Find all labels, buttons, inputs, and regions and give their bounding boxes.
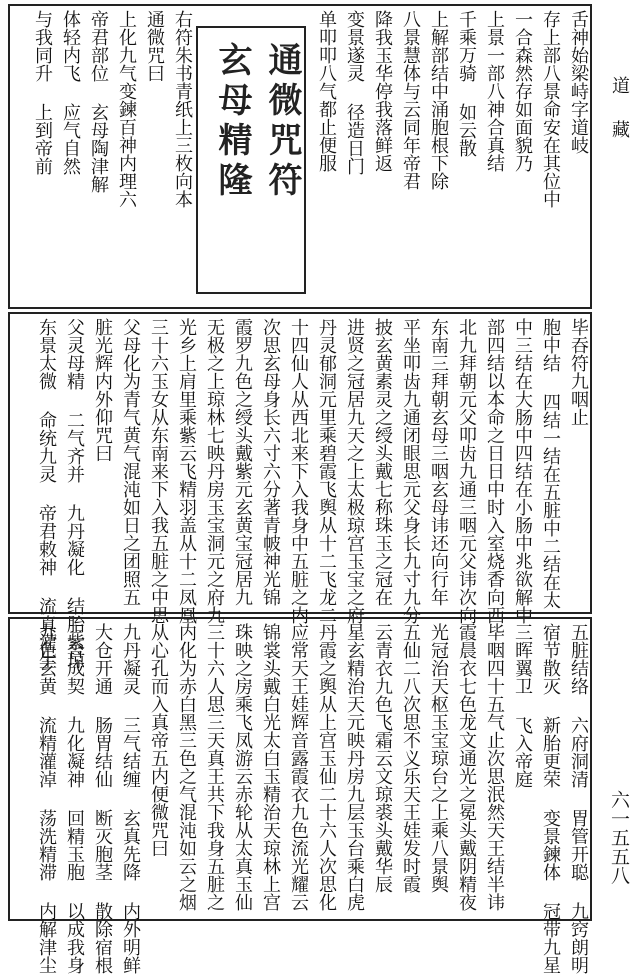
text-column: 披玄黄素灵之绶头戴七称珠玉之冠在 (372, 318, 393, 606)
text-column: 胞中结 四结一结在五脏中二结在太 (540, 318, 561, 609)
text-column: 九色玄黄 流精灌淖 荡洗精滞 内解津尘 (36, 623, 57, 974)
text-column: 降我玉华停我落鲜返 (372, 10, 393, 172)
text-column: 无极之上琼林七映丹房玉宝洞元之府九 (204, 318, 225, 624)
text-column: 右符朱书青纸上三枚向本 (172, 10, 193, 208)
text-column: 通微咒曰 (144, 10, 165, 82)
text-column: 三合成契 九化凝神 回精玉胞 以成我身 (64, 623, 85, 974)
text-column: 变景遂灵 径造日门 (344, 10, 365, 175)
panel-top (8, 4, 592, 309)
text-column: 体轻内飞 应气自然 (60, 10, 81, 175)
text-column: 珠映之房乘飞凤游云赤轮从太真玉仙 (232, 623, 253, 911)
seal-glyph-column: 玄母精隆 (212, 42, 252, 202)
text-column: 光乡上肩里乘紫云飞精羽盖从十二凤凰 (176, 318, 197, 624)
text-column: 中三结在大肠中四结在小肠中兆欲解中 (512, 318, 533, 624)
panel-bottom (8, 617, 592, 974)
text-column: 脏光辉内外仰咒曰 (92, 318, 113, 462)
text-column: 星玄精治天元映丹房九层玉台乘白虎 (344, 623, 365, 911)
text-column: 丹霞之舆从上宫玉仙二十六人次思化 (316, 623, 337, 911)
text-column: 五脏结络 六府洞清 胃管开聪 九窍朗明 (568, 623, 589, 974)
text-column: 上化九气变鍊百神内理六 (116, 10, 137, 208)
text-column: 三十六人思三天真王共下我身五脏之 (204, 623, 225, 911)
text-column: 锦裳头戴白光太白玉精治天琼林上宫 (260, 623, 281, 911)
text-column: 北九拜朝元父叩齿九通三咽元父讳次向 (456, 318, 477, 624)
text-column: 次思玄母身长六寸六分著青帔神光锦 (260, 318, 281, 606)
text-column: 从心孔而入真帝五内便微咒曰 (148, 623, 169, 857)
text-column: 应常天王娃辉音露霞衣九色流光耀云 (288, 623, 309, 911)
text-column: 内化为赤白黑三色之气混沌如云之烟 (176, 623, 197, 911)
text-column: 三晖翼卫 飞入帝庭 (512, 623, 533, 788)
margin-title: 道藏 (609, 76, 630, 164)
text-column: 父母化为青气黄气混沌如日之团照五 (120, 318, 141, 606)
text-column: 光冠治天枢玉宝琼台之上乘八景舆 (428, 623, 449, 893)
text-column: 毕吞符九咽止 (568, 318, 589, 426)
text-column: 存上部八景命安在其位中 (540, 10, 561, 208)
seal-glyph-column: 通微咒符 (262, 42, 302, 202)
text-column: 十四仙人从西北来下入我身中五脏之内 (288, 318, 309, 624)
text-column: 霞罗九色之绶头戴紫元玄黄宝冠居九 (232, 318, 253, 606)
page-number: 六一五五八 (608, 790, 630, 885)
text-column: 东景太微 命统九灵 帝君敕神 流真灌生 (36, 318, 57, 669)
text-column: 云青衣九色飞霜云文琼裘头戴华辰 (372, 623, 393, 893)
text-column: 东南三拜朝玄母三咽玄母讳还向行年 (428, 318, 449, 606)
text-column: 大仓开通 肠胃结仙 断灭胞茎 散除宿根 (92, 623, 113, 974)
text-column: 丹灵郁洞元里乘碧霞飞舆从十二飞龙二 (316, 318, 337, 624)
text-column: 八景慧体与云同年帝君 (400, 10, 421, 190)
text-column: 霞晨衣七色龙文通光之冕头戴阴精夜 (456, 623, 477, 911)
text-column: 上景一部八神合真结 (484, 10, 505, 172)
text-column: 宿节散灭 新胎更荣 变景鍊体 冠带九星 (540, 623, 561, 974)
seal-talisman (196, 26, 306, 294)
text-column: 千乘万骑 如云散 (456, 10, 477, 157)
text-column: 上解部结中涌胞根下除 (428, 10, 449, 190)
text-column: 平坐叩齿九通闭眼思元父身长九寸九分 (400, 318, 421, 624)
text-column: 舌神始梁峙字道岐 (568, 10, 589, 154)
text-column: 五仙二八次思不义乐天王娃发时霞 (400, 623, 421, 893)
text-column: 帝君部位 玄母陶津解 (88, 10, 109, 193)
text-column: 一合森然存如面貌乃 (512, 10, 533, 172)
text-column: 部四结以本命之日日中时入室烧香向西 (484, 318, 505, 624)
text-column: 九丹凝灵 三气结缠 玄真先降 内外明鲜 (120, 623, 141, 974)
text-column: 与我同升 上到帝前 (32, 10, 53, 175)
text-column: 进贤之冠居九天之上太极琼宫玉宝之府 (344, 318, 365, 624)
text-column: 毕咽四十五气止次思泯然天王结半讳 (484, 623, 505, 911)
text-column: 三十六玉女从东南来下入我五脏之中思 (148, 318, 169, 624)
text-column: 父灵母精 二气齐并 九丹凝化 结胎紫琼 (64, 318, 85, 669)
panel-middle (8, 312, 592, 669)
text-column: 单叩叩八气都止便服 (316, 10, 337, 172)
